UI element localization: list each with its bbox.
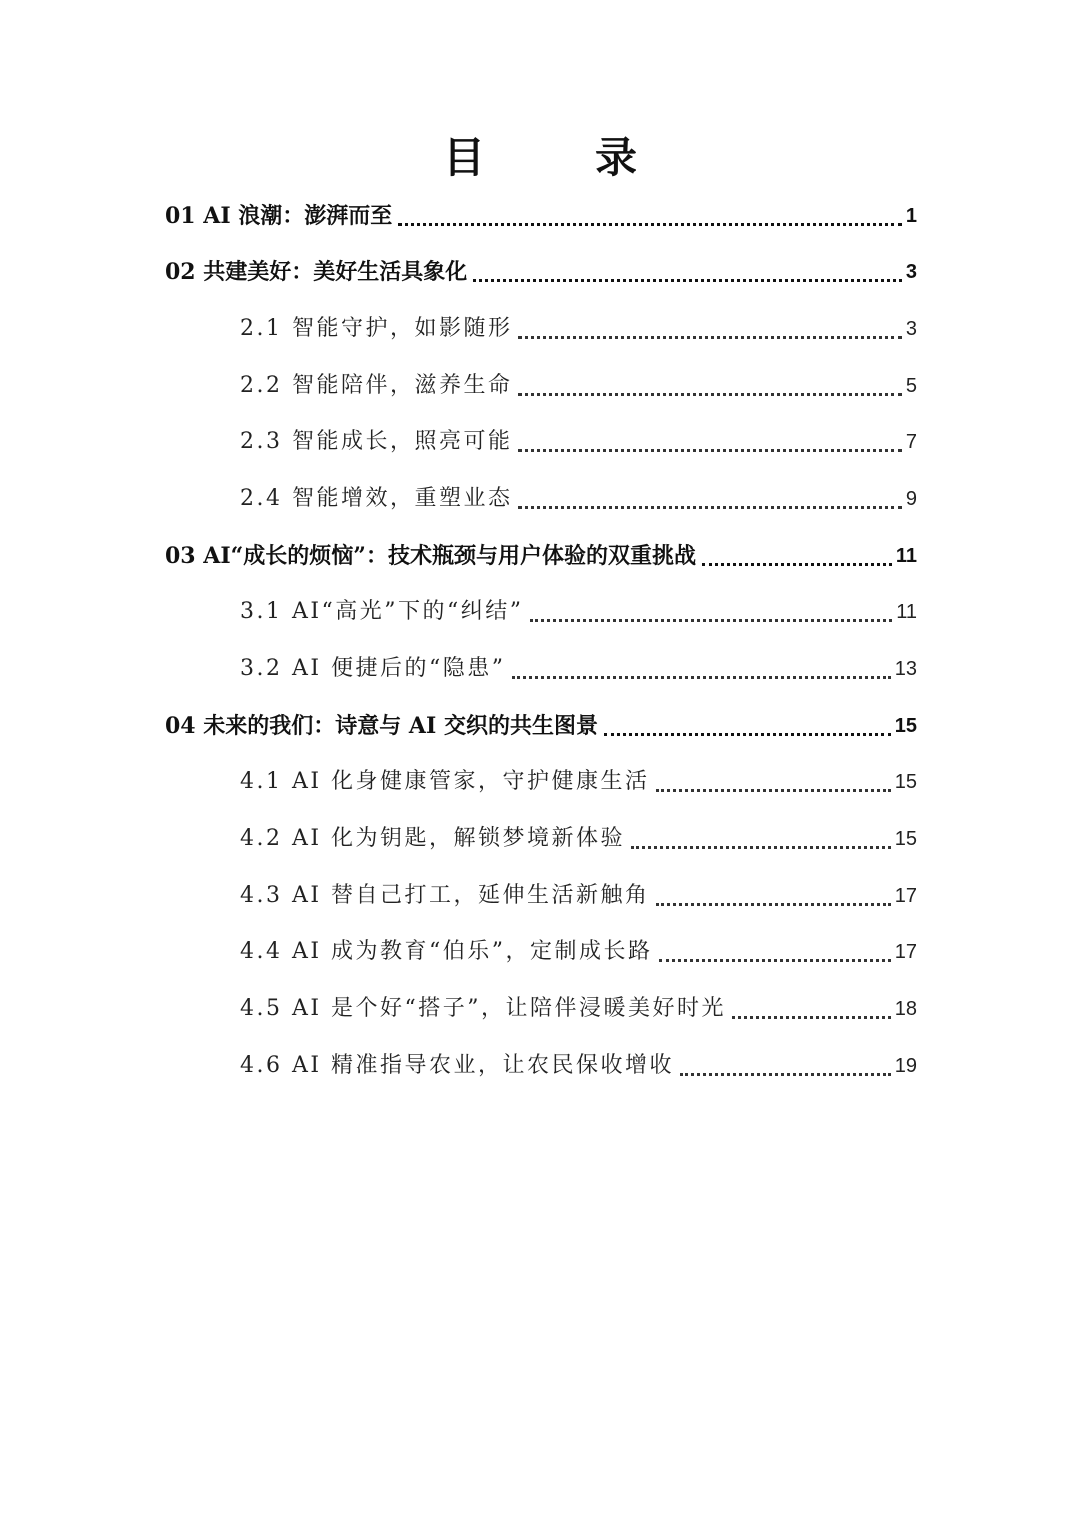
toc-page-number: 19 bbox=[894, 1055, 917, 1077]
dot-leader bbox=[512, 676, 891, 679]
dot-leader bbox=[702, 563, 892, 566]
toc-entry-label: 4.1 AI 化身健康管家，守护健康生活 bbox=[240, 769, 650, 794]
toc-entry-4-1[interactable] bbox=[240, 762, 917, 802]
toc-entry-label: 01 AI 浪潮：澎湃而至 bbox=[165, 203, 393, 229]
toc-entry-01[interactable] bbox=[165, 196, 917, 236]
toc-entry-label: 2.4 智能增效，重塑业态 bbox=[240, 486, 513, 511]
toc-entry-4-6[interactable] bbox=[240, 1046, 917, 1086]
dot-leader bbox=[518, 336, 901, 339]
toc-entry-label: 2.1 智能守护，如影随形 bbox=[240, 316, 513, 341]
dot-leader bbox=[398, 223, 902, 226]
toc-entry-2-2[interactable] bbox=[240, 366, 917, 406]
toc-entry-label: 04 未来的我们：诗意与 AI 交织的共生图景 bbox=[165, 713, 598, 739]
dot-leader bbox=[518, 506, 901, 509]
toc-entry-04[interactable] bbox=[165, 706, 917, 746]
toc-page-number: 7 bbox=[905, 431, 917, 453]
dot-leader bbox=[631, 846, 891, 849]
toc-entry-label: 3.2 AI 便捷后的“隐患” bbox=[240, 656, 506, 681]
toc-entry-4-2[interactable] bbox=[240, 819, 917, 859]
toc-entry-2-4[interactable] bbox=[240, 479, 917, 519]
page-title: 目 录 bbox=[442, 133, 671, 182]
toc-entry-3-1[interactable] bbox=[240, 592, 917, 632]
toc-entry-4-5[interactable] bbox=[240, 989, 917, 1029]
toc-entry-4-3[interactable] bbox=[240, 876, 917, 916]
toc-page-number: 13 bbox=[894, 658, 917, 680]
toc-entry-label: 03 AI“成长的烦恼”：技术瓶颈与用户体验的双重挑战 bbox=[165, 543, 696, 569]
dot-leader bbox=[680, 1073, 891, 1076]
toc-entry-03[interactable] bbox=[165, 536, 917, 576]
toc-entry-label: 4.6 AI 精准指导农业，让农民保收增收 bbox=[240, 1053, 675, 1078]
toc-page-number: 15 bbox=[894, 715, 917, 737]
dot-leader bbox=[530, 619, 893, 622]
dot-leader bbox=[518, 449, 901, 452]
toc-entry-2-1[interactable] bbox=[240, 309, 917, 349]
toc-page-number: 17 bbox=[894, 941, 917, 963]
toc-entry-3-2[interactable] bbox=[240, 649, 917, 689]
toc-page-number: 15 bbox=[894, 771, 917, 793]
toc-page-number: 17 bbox=[894, 885, 917, 907]
dot-leader bbox=[604, 733, 891, 736]
toc-entry-label: 4.3 AI 替自己打工，延伸生活新触角 bbox=[240, 883, 650, 908]
dot-leader bbox=[656, 789, 891, 792]
dot-leader bbox=[473, 279, 902, 282]
toc-page-number: 18 bbox=[894, 998, 917, 1020]
dot-leader bbox=[518, 393, 901, 396]
toc-page-number: 15 bbox=[894, 828, 917, 850]
toc-entry-label: 4.2 AI 化为钥匙，解锁梦境新体验 bbox=[240, 826, 626, 851]
toc-entry-label: 2.2 智能陪伴，滋养生命 bbox=[240, 373, 513, 398]
toc-entry-label: 3.1 AI“高光”下的“纠结” bbox=[240, 599, 524, 624]
dot-leader bbox=[659, 959, 891, 962]
toc-page-number: 3 bbox=[905, 261, 917, 283]
toc-page-number: 11 bbox=[896, 601, 917, 623]
toc-entry-4-4[interactable] bbox=[240, 932, 917, 972]
toc-entry-label: 2.3 智能成长，照亮可能 bbox=[240, 429, 513, 454]
toc-page-number: 1 bbox=[905, 205, 917, 227]
toc-entry-02[interactable] bbox=[165, 252, 917, 292]
dot-leader bbox=[656, 903, 891, 906]
toc-entry-label: 02 共建美好：美好生活具象化 bbox=[165, 259, 468, 285]
dot-leader bbox=[732, 1016, 891, 1019]
toc-entry-label: 4.4 AI 成为教育“伯乐”，定制成长路 bbox=[240, 939, 653, 964]
toc-page-number: 11 bbox=[895, 545, 917, 567]
toc-entry-2-3[interactable] bbox=[240, 422, 917, 462]
toc-page-number: 5 bbox=[905, 375, 917, 397]
toc-page-number: 3 bbox=[905, 318, 917, 340]
toc-entry-label: 4.5 AI 是个好“搭子”，让陪伴浸暖美好时光 bbox=[240, 996, 727, 1021]
toc-page-number: 9 bbox=[905, 488, 917, 510]
